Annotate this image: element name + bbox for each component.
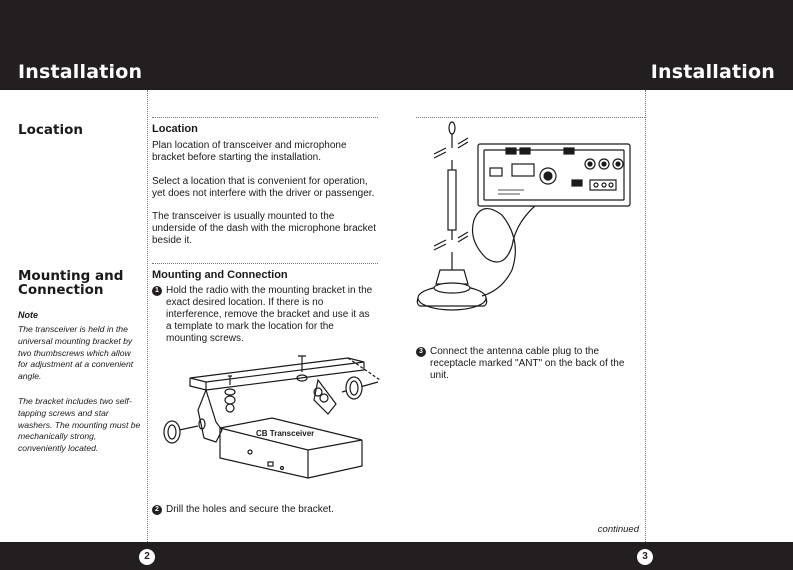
mounting-rule: [152, 263, 378, 264]
transceiver-label: CB Transceiver: [256, 429, 315, 438]
step-text: Drill the holes and secure the bracket.: [166, 504, 334, 515]
sidebar-mounting-heading: Mounting and Connection: [18, 268, 124, 298]
location-paragraph: Select a location that is convenient for operation, yet does not interfere with the driver or passenger.: [152, 176, 375, 199]
footer-bar: [0, 542, 793, 570]
location-rule: [152, 117, 378, 118]
note-label: Note: [18, 310, 38, 320]
sidebar-location-heading: Location: [18, 122, 83, 138]
mounting-bracket-illustration: [150, 350, 382, 492]
step-1: [152, 285, 376, 345]
location-paragraph: The transceiver is usually mounted to the underside of the dash with the microphone bracket beside it.: [152, 211, 377, 246]
note-paragraph: The transceiver is held in the universal mounting bracket by two thumbscrews which allow for adjustment at a convenient angle.: [18, 324, 134, 382]
mounting-title: Mounting and Connection: [152, 269, 288, 281]
left-page-title: Installation: [18, 61, 143, 83]
step-number-badge: 2: [152, 505, 162, 515]
note-paragraph: The bracket includes two self-tapping screws and star washers. The mounting must be mechanically strong, conveniently located.: [18, 396, 141, 454]
right-column-divider: [645, 90, 646, 542]
step-text: Hold the radio with the mounting bracket in the exact desired location. If there is no interference, remove the bracket and use it as a template to mark the location for the mounting screws.: [166, 285, 373, 344]
right-page-title: Installation: [650, 61, 775, 83]
location-title: Location: [152, 123, 198, 135]
step-number-badge: 3: [416, 347, 426, 357]
left-page-number: 2: [139, 549, 155, 565]
right-page-number: 3: [637, 549, 653, 565]
step-3: [416, 346, 642, 382]
step-2: [152, 504, 378, 516]
antenna-connection-illustration: [412, 120, 638, 324]
location-paragraph: Plan location of transceiver and microphone bracket before starting the installation.: [152, 140, 347, 163]
left-column-divider: [147, 90, 148, 542]
continued-label: continued: [597, 524, 639, 535]
step-text: Connect the antenna cable plug to the receptacle marked "ANT" on the back of the unit.: [430, 346, 625, 381]
right-page-rule: [416, 117, 645, 118]
step-number-badge: 1: [152, 286, 162, 296]
